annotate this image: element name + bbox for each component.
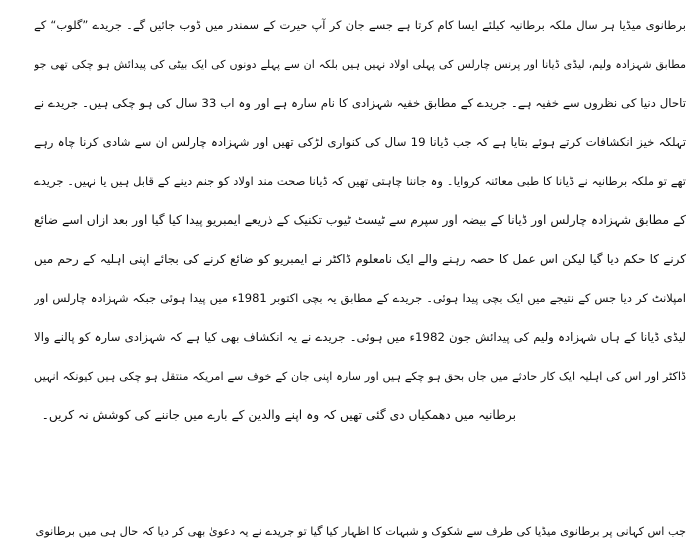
text-line-last: برطانیہ میں دھمکیاں دی گئی تھیں کہ وہ اپنے والدین کے بارے میں جاننے کی کوشش نہ کریں۔ [41,408,516,422]
text-line: لیڈی ڈیانا کے ہاں شہزادہ ولیم کی پیدائش جون 1982ء میں ہوئی۔ جریدے نے یہ انکشاف بھی کیا ہے کہ شہزادی سارہ کو پالنے والا [34,330,686,344]
text-line: تھے تو ملکہ برطانیہ نے ڈیانا کا طبی معائنہ کروایا۔ وہ جاننا چاہتی تھیں کہ ڈیانا صحت مند اولاد کو جنم دینے کے قابل ہیں یا نہیں۔ جریدے [34,174,686,188]
text-line: ڈاکٹر اور اس کی اہلیہ ایک کار حادثے میں جاں بحق ہو چکے ہیں اور سارہ اپنی جان کے خوف سے امریکہ منتقل ہو چکی ہیں کیونکہ انہیں [34,370,686,383]
text-line: کرنے کا حکم دیا گیا لیکن اس عمل کا حصہ رہنے والے ایک نامعلوم ڈاکٹر نے ایمبریو کو ضائع کرنے کی بجائے اپنی اہلیہ کے رحم میں [34,252,686,266]
text-line: تہلکہ خیز انکشافات کرتے ہوئے بتایا ہے کہ جب ڈیانا 19 سال کی کنواری لڑکی تھیں اور شہزادہ چارلس ان سے شادی کرنا چاہ رہے [34,135,686,149]
article-paragraph-2 [34,512,686,539]
text-line: امپلانٹ کر دیا جس کے نتیجے میں ایک بچی پیدا ہوئی۔ جریدے کے مطابق یہ بچی اکتوبر 1981ء میں پیدا ہوئی جبکہ شہزادہ چارلس اور [34,291,686,305]
text-line: جب اس کہانی پر برطانوی میڈیا کی طرف سے شکوک و شبہات کا اظہار کیا گیا تو جریدے نے یہ دعویٰ بھی کر دیا کہ حال ہی میں برطانوی [35,525,686,538]
text-line: تاحال دنیا کی نظروں سے خفیہ ہے۔ جریدے کے مطابق خفیہ شہزادی کا نام سارہ ہے اور وہ اب 33 سال کی ہو چکی ہیں۔ جریدے نے [34,96,686,110]
text-line: برطانوی میڈیا ہر سال ملکہ برطانیہ کیلئے ایسا کام کرتا ہے جسے جان کر آپ حیرت کے سمندر میں ڈوب جائیں گے۔ جریدے ”گلوب“ کے [34,18,686,32]
text-line: کے مطابق شہزادہ چارلس اور ڈیانا کے بیضہ اور سپرم سے ٹیسٹ ٹیوب تکنیک کے ذریعے ایمبریو پیدا کیا گیا اور بعد ازاں اسے ضائع [34,213,686,227]
article-paragraph-1 [34,6,686,435]
text-line: مطابق شہزادہ ولیم، لیڈی ڈیانا اور پرنس چارلس کی پہلی اولاد نہیں ہیں بلکہ ان سے پہلے دونوں کی ایک بیٹی کی پیدائش ہو چکی تھی جو [34,58,686,71]
